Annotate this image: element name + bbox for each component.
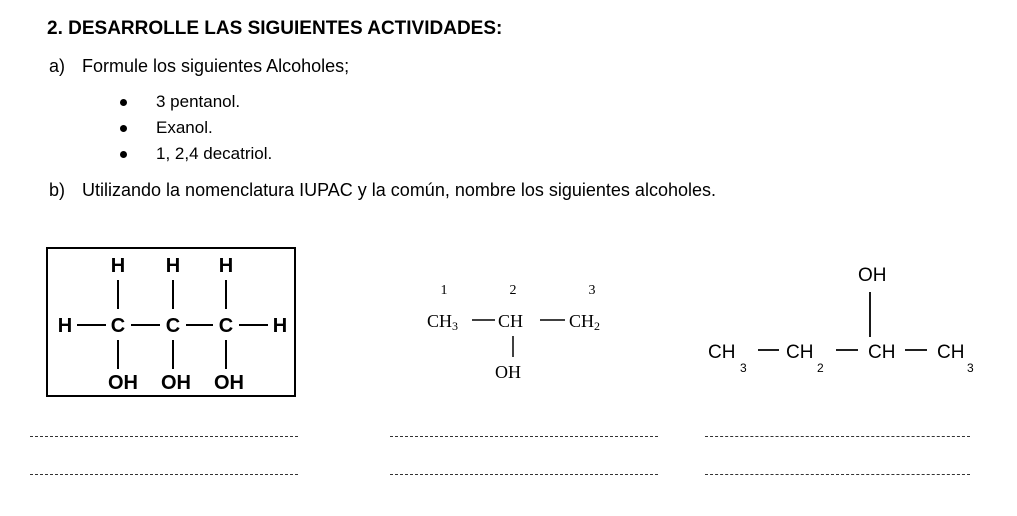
subscript: 3 xyxy=(967,361,974,375)
structure-1-diagram xyxy=(46,247,296,397)
subscript: 2 xyxy=(817,361,824,375)
structure-2-diagram xyxy=(415,275,625,385)
atom-c: C xyxy=(218,315,234,337)
alcohol-item-3: 1, 2,4 decatriol. xyxy=(156,144,273,163)
atom-h: H xyxy=(165,255,181,277)
part-a-instruction: Formule los siguientes Alcoholes; xyxy=(82,56,350,76)
answer-blank[interactable] xyxy=(30,436,298,437)
activity-heading: 2. DESARROLLE LAS SIGUIENTES ACTIVIDADES: xyxy=(47,18,503,39)
methylene-group: CH2 xyxy=(569,311,601,333)
answer-blank[interactable] xyxy=(30,474,298,475)
carbon-number-2: 2 xyxy=(509,283,517,298)
methylene-group: CH xyxy=(786,342,814,363)
hydroxyl-group: OH xyxy=(214,372,244,394)
hydroxyl-group: OH xyxy=(858,265,887,286)
methyl-group: CH xyxy=(708,342,736,363)
bullet-icon xyxy=(120,151,127,158)
structure-3-diagram xyxy=(700,255,980,380)
part-a-label: a) xyxy=(49,56,66,76)
methyl-group: CH xyxy=(937,342,965,363)
hydroxyl-group: OH xyxy=(108,372,138,394)
hydroxyl-group: OH xyxy=(495,362,521,382)
alcohol-item-1: 3 pentanol. xyxy=(156,92,241,111)
atom-h: H xyxy=(57,315,73,337)
atom-h: H xyxy=(218,255,234,277)
carbon-number-1: 1 xyxy=(440,283,448,298)
answer-blank[interactable] xyxy=(390,436,658,437)
methine-group: CH xyxy=(498,311,524,331)
carbon-number-3: 3 xyxy=(588,283,596,298)
methine-group: CH xyxy=(868,342,896,363)
atom-h: H xyxy=(110,255,126,277)
alcohol-item-2: Exanol. xyxy=(156,118,213,137)
atom-c: C xyxy=(110,315,126,337)
methyl-group: CH3 xyxy=(427,311,459,333)
part-b-instruction: Utilizando la nomenclatura IUPAC y la común, nombre los siguientes alcoholes. xyxy=(82,180,716,200)
subscript: 3 xyxy=(740,361,747,375)
atom-c: C xyxy=(165,315,181,337)
bullet-icon xyxy=(120,99,127,106)
part-b-label: b) xyxy=(49,180,66,200)
bullet-icon xyxy=(120,125,127,132)
hydroxyl-group: OH xyxy=(161,372,191,394)
answer-blank[interactable] xyxy=(705,474,970,475)
answer-blank[interactable] xyxy=(390,474,658,475)
answer-blank[interactable] xyxy=(705,436,970,437)
atom-h: H xyxy=(272,315,288,337)
